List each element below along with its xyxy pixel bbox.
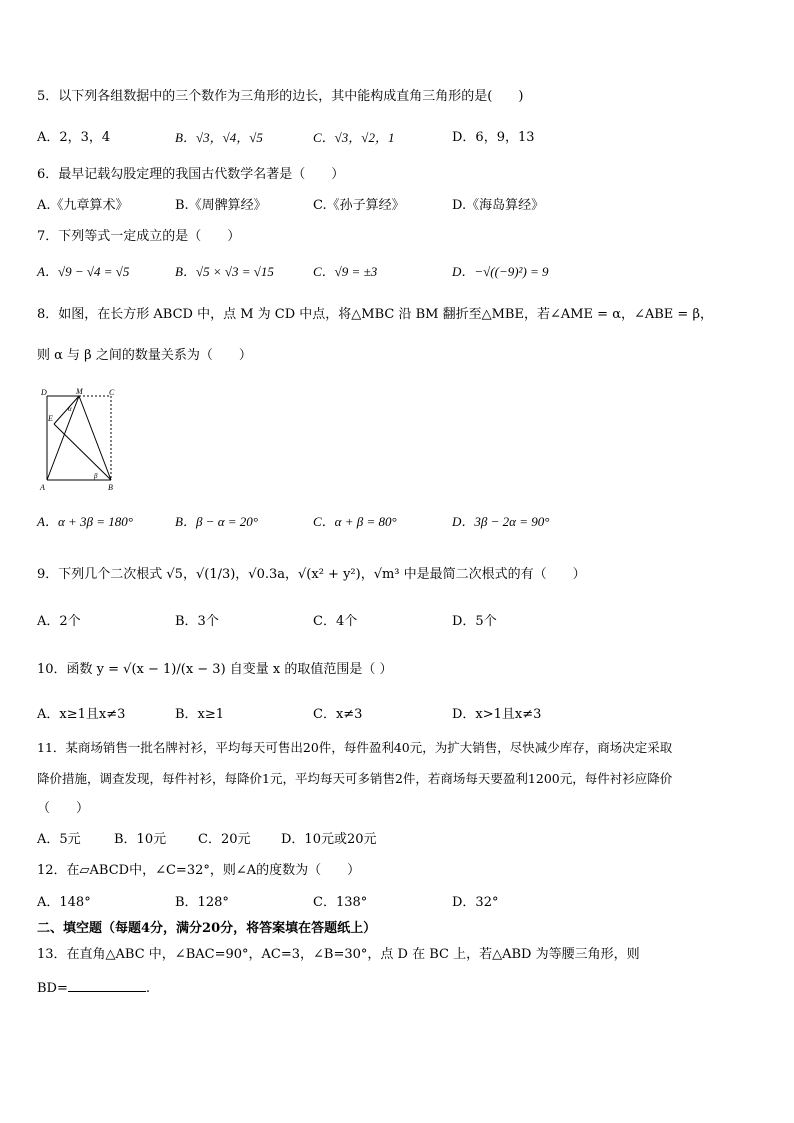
q10-option-d: D．x>1且x≠3 [452,707,542,722]
q6-stem: 6．最早记载勾股定理的我国古代数学名著是（ ） [37,167,345,182]
fig-line-mb [79,396,111,480]
q12-option-a: A．148° [37,895,91,910]
q7-option-d: D．−√((−9)²) = 9 [452,264,549,279]
fig-line-ma [47,396,79,480]
q7-option-a: A．√9 − √4 = √5 [37,264,130,279]
q5-stem: 5．以下列各组数据中的三个数作为三角形的边长，其中能构成直角三角形的是( ) [37,89,524,104]
q9-option-c: C．4个 [313,614,358,629]
fig-line-me [54,396,79,424]
q5-option-d: D．6，9，13 [452,130,535,145]
q11-line2: 降价措施，调查发现，每件衬衫，每降价1元，平均每天可多销售2件，若商场每天要盈利1200元，每件衬衫应降价 [37,771,673,786]
q10-option-a: A．x≥1且x≠3 [37,707,126,722]
q12-option-b: B．128° [175,895,229,910]
q11-line1: 11．某商场销售一批名牌衬衫，平均每天可售出20件，每件盈利40元，为扩大销售，尽快减少库存，商场决定采取 [37,740,673,755]
q7-stem: 7．下列等式一定成立的是（ ） [37,229,241,244]
fig-label-c: C [109,388,115,397]
q9-option-b: B．3个 [175,614,219,629]
q8-option-a: A．α + 3β = 180° [37,514,133,529]
q6-option-d: D.《海岛算经》 [452,198,545,213]
fig-label-d: D [41,388,47,397]
q6-option-a: A.《九章算术》 [37,198,129,213]
q11-option-c: C．20元 [198,832,251,847]
q5-option-a: A．2，3，4 [37,130,111,145]
q6-option-c: C.《孙子算经》 [313,198,405,213]
fig-label-beta: β [94,472,98,480]
q5-option-b: B．√3，√4，√5 [175,130,263,145]
q8-option-b: B．β − α = 20° [175,514,258,529]
q8-figure [36,384,126,496]
fig-label-e: E [48,414,53,423]
q8-stem-line2: 则 α 与 β 之间的数量关系为（ ） [37,348,252,363]
q9-option-d: D．5个 [452,614,497,629]
q9-option-a: A．2个 [37,614,81,629]
fig-label-b: B [108,483,113,492]
fig-line-eb [54,424,111,480]
q12-stem: 12．在▱ABCD中，∠C=32°，则∠A的度数为（ ） [37,863,361,878]
q13-period: . [145,981,151,996]
q6-option-b: B.《周髀算经》 [175,198,267,213]
q11-option-a: A．5元 [37,832,81,847]
q12-option-d: D．32° [452,895,499,910]
fig-label-m: M [76,387,83,396]
q13-line2 [37,979,150,998]
q9-stem: 9．下列几个二次根式 √5，√(1/3)，√0.3a，√(x² + y²)，√m³ 中是最简二次根式的有（ ） [37,567,586,582]
q7-option-c: C．√9 = ±3 [313,264,378,279]
q5-option-c: C．√3，√2，1 [313,130,395,145]
q10-option-b: B．x≥1 [175,707,225,722]
q10-stem: 10．函数 y = √(x − 1)/(x − 3) 自变量 x 的取值范围是（ ） [37,662,393,677]
q10-option-c: C．x≠3 [313,707,363,722]
fig-label-a: A [40,483,45,492]
section-fill-in-title: 二、填空题（每题4分，满分20分，将答案填在答题纸上） [37,921,377,936]
q8-stem-line1: 8．如图，在长方形 ABCD 中，点 M 为 CD 中点，将△MBC 沿 BM 翻折至△MBE，若∠AME = α，∠ABE = β， [37,307,713,322]
q11-option-d: D．10元或20元 [281,832,377,847]
q7-option-b: B．√5 × √3 = √15 [175,264,274,279]
q8-option-c: C．α + β = 80° [313,514,397,529]
q12-option-c: C．138° [313,895,368,910]
q13-bd-label: BD= [37,981,68,996]
q8-option-d: D．3β − 2α = 90° [452,514,550,529]
q11-option-b: B．10元 [114,832,167,847]
fig-label-alpha: α [68,405,72,413]
q11-line3: （ ） [37,801,90,816]
q13-line1: 13．在直角△ABC 中，∠BAC=90°，AC=3，∠B=30°，点 D 在 BC 上，若△ABD 为等腰三角形，则 [37,947,640,962]
q13-answer-blank [68,979,146,992]
